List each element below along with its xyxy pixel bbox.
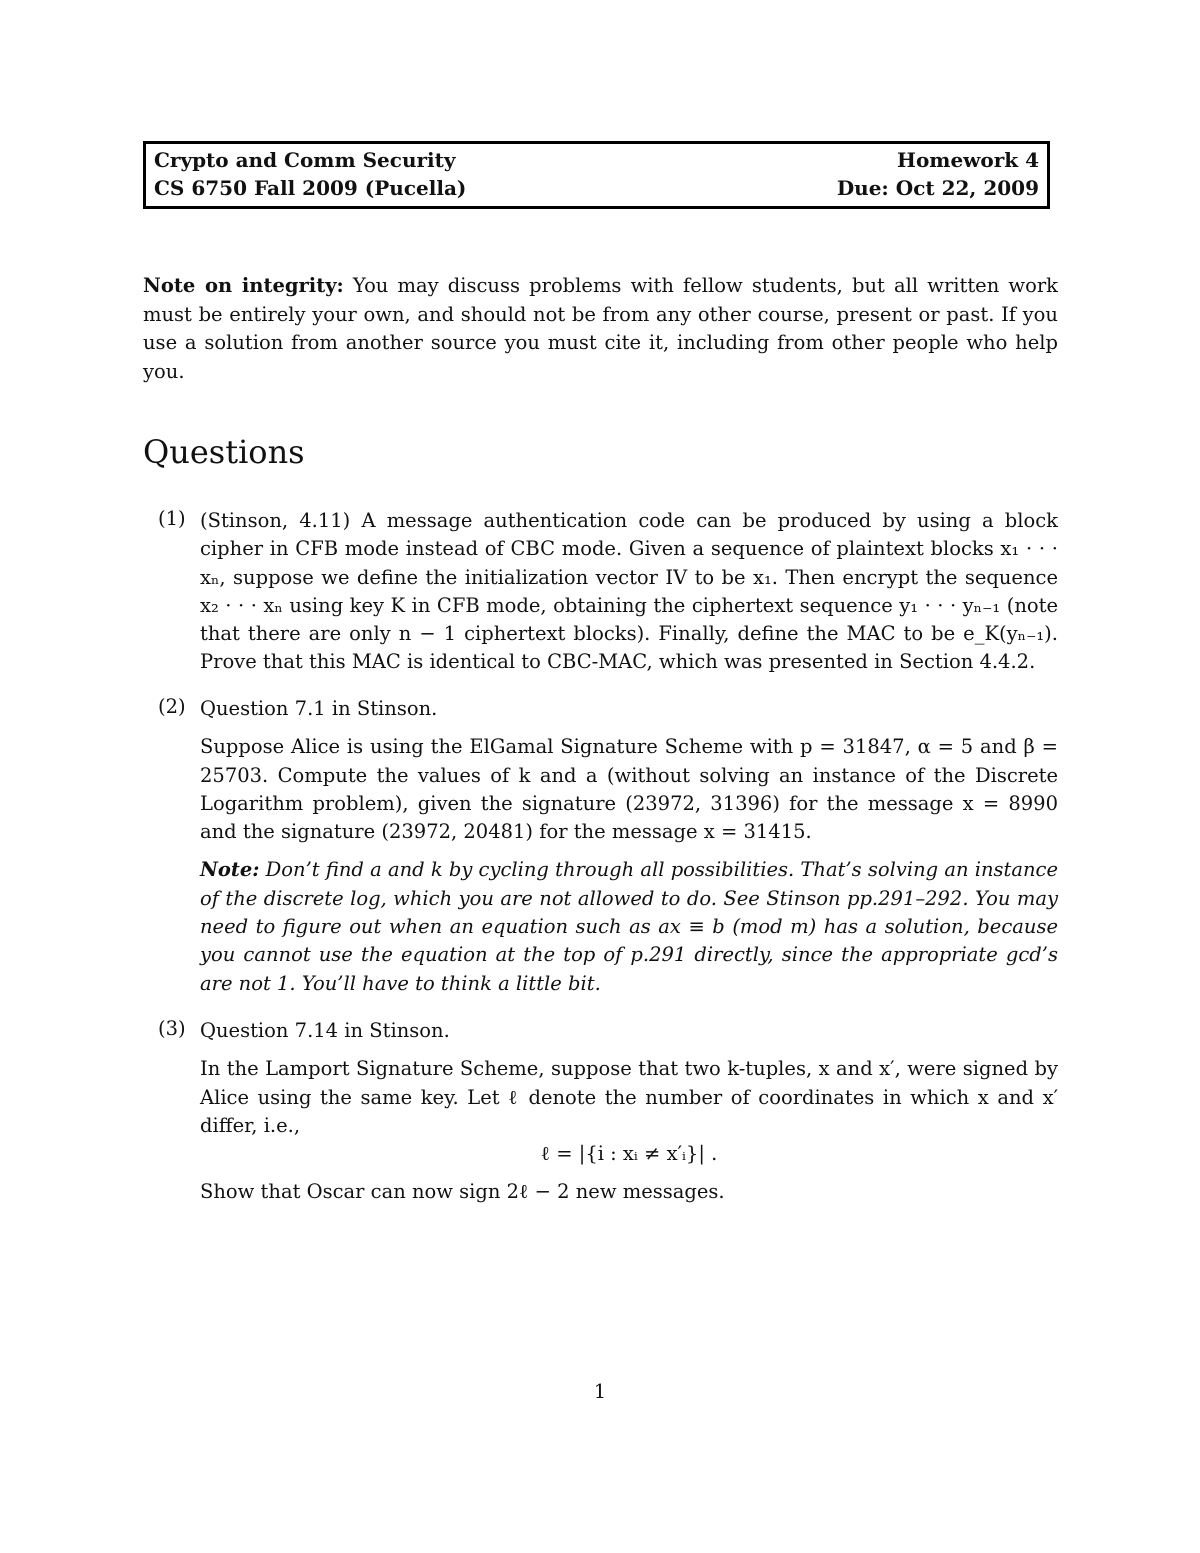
course-code: CS 6750 Fall 2009 (Pucella) [154, 176, 467, 200]
due-date: Due: Oct 22, 2009 [836, 176, 1039, 200]
question-text: Suppose Alice is using the ElGamal Signature Scheme with p = 31847, α = 5 and β = 25703. Compute the values of k and a (without solving an instance of the Discrete Logarithm problem), given the signature (23972, 31396) for the message x = 8990 and the signature (23972, 20481) for the message x = 31415. [200, 735, 1058, 844]
page-number: 1 [593, 1380, 607, 1403]
integrity-note [143, 272, 1058, 386]
question-text: In the Lamport Signature Scheme, suppose that two k-tuples, x and x′, were signed by Alice using the same key. Let ℓ denote the number of coordinates in which x and x′ differ, i.e., [200, 1057, 1058, 1137]
question-number: (1) [158, 507, 186, 530]
header-box [143, 141, 1050, 209]
question-number: (2) [158, 695, 186, 718]
question-2 [158, 695, 1058, 1008]
question-source: Question 7.14 in Stinson. [200, 1019, 450, 1042]
question-note [200, 856, 1058, 997]
course-title: Crypto and Comm Security [154, 148, 456, 172]
question-3 [158, 1017, 1058, 1217]
integrity-text: You may discuss problems with fellow students, but all written work must be entirely your own, and should not be from any other course, present or past. If you use a solution from another source you must cite it, including from other people who help you. [143, 274, 1058, 383]
homework-label: Homework 4 [897, 148, 1039, 172]
question-text: (Stinson, 4.11) A message authentication code can be produced by using a block cipher in CFB mode instead of CBC mode. Given a sequence of plaintext blocks x₁ · · · xₙ, suppose we define the initialization vector IV to be x₁. Then encrypt the sequence x₂ · · · xₙ using key K in CFB mode, obtaining the ciphertext sequence y₁ · · · yₙ₋₁ (note that there are only n − 1 ciphertext blocks). Finally, define the MAC to be e_K(yₙ₋₁). Prove that this MAC is identical to CBC-MAC, which was presented in Section 4.4.2. [200, 509, 1058, 674]
question-closing: Show that Oscar can now sign 2ℓ − 2 new messages. [200, 1180, 725, 1204]
question-source: Question 7.1 in Stinson. [200, 697, 438, 720]
question-1 [158, 507, 1058, 687]
integrity-label: Note on integrity: [143, 274, 344, 297]
question-number: (3) [158, 1017, 186, 1040]
section-title: Questions [143, 433, 305, 471]
note-label: Note: [200, 858, 260, 882]
note-text: Don’t find a and k by cycling through all possibilities. That’s solving an instance of the discrete log, which you are not allowed to do. See Stinson pp.291–292. You may need to figure out when an equation such as ax ≡ b (mod m) has a solution, because you cannot use the equation at the top of p.291 directly, since the appropriate gcd’s are not 1. You’ll have to think a little bit. [200, 858, 1058, 995]
equation: ℓ = |{i : xᵢ ≠ x′ᵢ}| . [540, 1142, 718, 1166]
